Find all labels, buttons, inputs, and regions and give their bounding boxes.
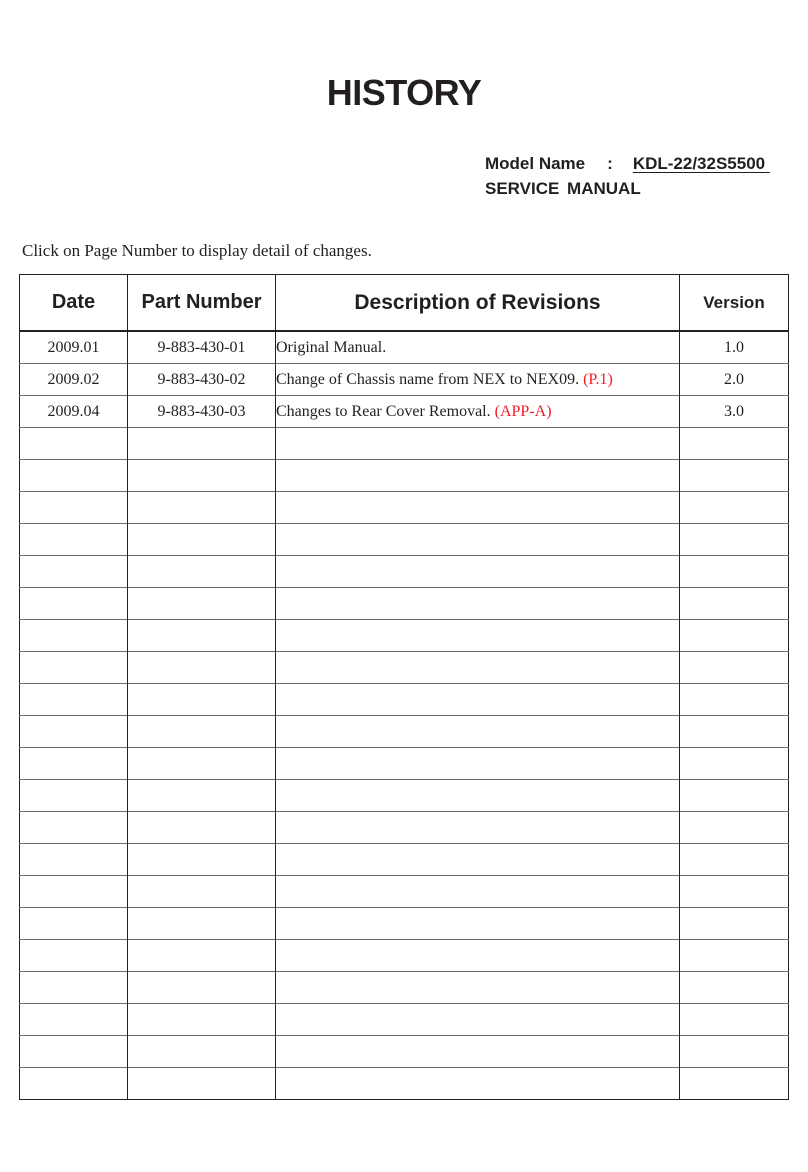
empty-table-row <box>20 556 789 588</box>
empty-cell <box>20 748 128 780</box>
empty-cell <box>680 460 789 492</box>
empty-cell <box>20 780 128 812</box>
model-name-label: Model Name <box>485 154 586 173</box>
row-date: 2009.04 <box>20 396 128 428</box>
empty-cell <box>128 652 276 684</box>
empty-cell <box>128 844 276 876</box>
empty-cell <box>20 876 128 908</box>
empty-table-row <box>20 1036 789 1068</box>
empty-cell <box>128 460 276 492</box>
empty-cell <box>276 428 680 460</box>
empty-cell <box>276 556 680 588</box>
empty-table-row <box>20 652 789 684</box>
empty-table-row <box>20 780 789 812</box>
table-row <box>20 396 789 428</box>
empty-cell <box>276 588 680 620</box>
page-title: HISTORY <box>326 72 482 113</box>
header-version: Version <box>680 275 789 332</box>
empty-cell <box>680 780 789 812</box>
row-description-text: Change of Chassis name from NEX to NEX09. <box>276 370 580 388</box>
empty-table-row <box>20 908 789 940</box>
empty-cell <box>276 1068 680 1100</box>
empty-cell <box>20 556 128 588</box>
empty-cell <box>128 1036 276 1068</box>
empty-cell <box>276 1036 680 1068</box>
empty-cell <box>20 844 128 876</box>
row-version: 2.0 <box>680 364 789 396</box>
empty-cell <box>276 908 680 940</box>
empty-cell <box>128 1068 276 1100</box>
empty-cell <box>128 620 276 652</box>
empty-cell <box>276 684 680 716</box>
empty-cell <box>680 524 789 556</box>
empty-cell <box>680 940 789 972</box>
header-date: Date <box>20 275 128 332</box>
empty-cell <box>680 620 789 652</box>
empty-table-row <box>20 1004 789 1036</box>
empty-cell <box>128 716 276 748</box>
empty-cell <box>20 1036 128 1068</box>
empty-cell <box>128 588 276 620</box>
empty-cell <box>680 428 789 460</box>
empty-table-row <box>20 524 789 556</box>
row-date: 2009.01 <box>47 338 100 356</box>
row-part-number: 9-883-430-01 <box>128 331 276 364</box>
model-name-value: KDL-22/32S5500 <box>632 154 766 173</box>
empty-cell <box>276 940 680 972</box>
empty-cell <box>680 844 789 876</box>
empty-table-row <box>20 844 789 876</box>
empty-cell <box>276 460 680 492</box>
empty-table-row <box>20 940 789 972</box>
empty-cell <box>20 1068 128 1100</box>
model-name-colon: : <box>607 154 613 173</box>
empty-cell <box>20 460 128 492</box>
empty-cell <box>680 1068 789 1100</box>
empty-cell <box>20 588 128 620</box>
empty-cell <box>20 524 128 556</box>
empty-cell <box>276 876 680 908</box>
empty-cell <box>680 908 789 940</box>
empty-cell <box>276 812 680 844</box>
revision-history-table <box>19 274 789 1100</box>
row-description-text: Original Manual. <box>276 338 387 356</box>
row-description-text: Changes to Rear Cover Removal. <box>276 402 491 420</box>
empty-cell <box>276 620 680 652</box>
empty-cell <box>20 940 128 972</box>
empty-table-row <box>20 588 789 620</box>
empty-table-row <box>20 684 789 716</box>
empty-cell <box>680 1004 789 1036</box>
model-name-line <box>485 154 770 174</box>
row-date: 2009.02 <box>20 364 128 396</box>
table-header-row <box>20 275 789 332</box>
row-description <box>276 396 680 428</box>
page-link-app-a[interactable]: (APP-A) <box>494 402 552 420</box>
empty-cell <box>276 524 680 556</box>
empty-cell <box>20 972 128 1004</box>
row-description <box>276 331 680 364</box>
empty-cell <box>128 780 276 812</box>
empty-cell <box>20 1004 128 1036</box>
instruction-text: Click on Page Number to display detail of changes. <box>22 241 372 260</box>
empty-cell <box>276 972 680 1004</box>
table-row <box>20 364 789 396</box>
empty-cell <box>276 844 680 876</box>
empty-table-row <box>20 812 789 844</box>
empty-cell <box>680 748 789 780</box>
empty-table-row <box>20 492 789 524</box>
empty-cell <box>128 1004 276 1036</box>
empty-cell <box>128 812 276 844</box>
empty-cell <box>20 652 128 684</box>
empty-cell <box>20 684 128 716</box>
empty-cell <box>680 556 789 588</box>
empty-table-row <box>20 460 789 492</box>
row-description <box>276 364 680 396</box>
empty-cell <box>128 492 276 524</box>
empty-table-row <box>20 748 789 780</box>
empty-cell <box>680 1036 789 1068</box>
empty-cell <box>680 588 789 620</box>
empty-cell <box>20 812 128 844</box>
empty-cell <box>680 972 789 1004</box>
empty-cell <box>276 780 680 812</box>
empty-table-row <box>20 1068 789 1100</box>
empty-cell <box>128 972 276 1004</box>
empty-cell <box>20 620 128 652</box>
empty-cell <box>128 556 276 588</box>
empty-cell <box>128 524 276 556</box>
empty-cell <box>680 684 789 716</box>
header-part-number: Part Number <box>128 275 276 332</box>
empty-cell <box>20 716 128 748</box>
empty-cell <box>128 428 276 460</box>
empty-cell <box>680 876 789 908</box>
empty-cell <box>20 908 128 940</box>
empty-cell <box>20 492 128 524</box>
row-part-number: 9-883-430-02 <box>128 364 276 396</box>
empty-cell <box>276 716 680 748</box>
table-row <box>20 331 789 364</box>
row-version: 1.0 <box>680 331 789 364</box>
empty-cell <box>680 812 789 844</box>
empty-cell <box>276 1004 680 1036</box>
empty-table-row <box>20 716 789 748</box>
header-description: Description of Revisions <box>276 275 680 332</box>
row-part-number: 9-883-430-03 <box>128 396 276 428</box>
empty-cell <box>680 716 789 748</box>
empty-table-row <box>20 972 789 1004</box>
page-link-p1[interactable]: (P.1) <box>583 370 613 388</box>
empty-cell <box>128 684 276 716</box>
row-version: 3.0 <box>680 396 789 428</box>
empty-cell <box>276 748 680 780</box>
empty-cell <box>276 492 680 524</box>
empty-table-row <box>20 428 789 460</box>
service-manual-label: SERVICE MANUAL <box>485 179 641 198</box>
empty-cell <box>680 652 789 684</box>
empty-cell <box>20 428 128 460</box>
empty-cell <box>128 748 276 780</box>
empty-table-row <box>20 876 789 908</box>
empty-cell <box>680 492 789 524</box>
empty-cell <box>128 908 276 940</box>
empty-cell <box>276 652 680 684</box>
empty-cell <box>128 876 276 908</box>
empty-cell <box>128 940 276 972</box>
empty-table-row <box>20 620 789 652</box>
